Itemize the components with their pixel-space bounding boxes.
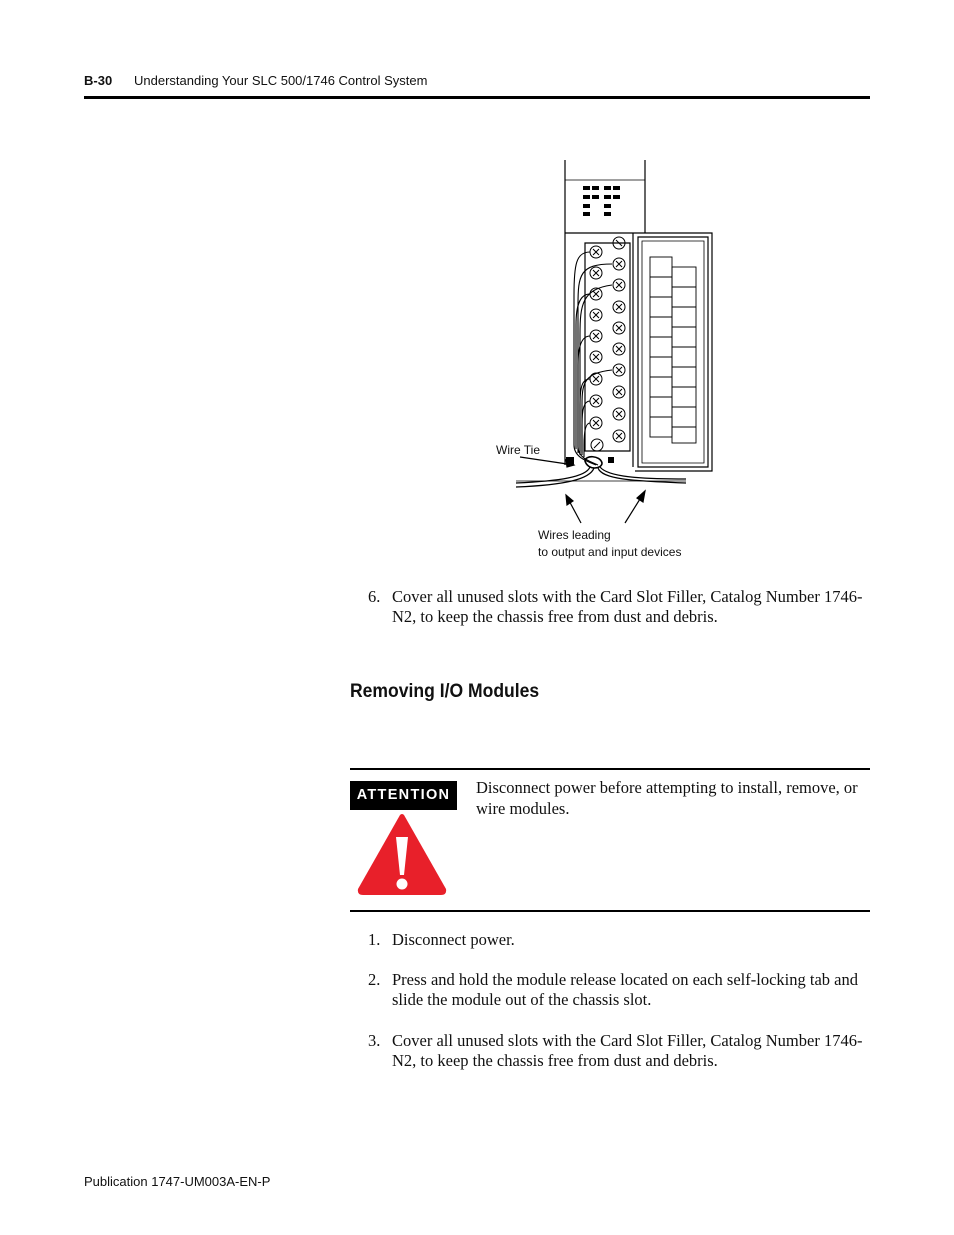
wires-label-line1: Wires leading (538, 528, 611, 542)
page-number: B-30 (84, 73, 113, 88)
pointer-arrows (520, 457, 645, 523)
module-wiring-figure (490, 155, 720, 565)
header-rule (84, 96, 870, 99)
list-item-number: 6. (368, 587, 381, 606)
list-item-number: 1. (368, 930, 381, 949)
wires-label-line2: to output and input devices (538, 545, 682, 559)
terminal-screw-icons (590, 237, 625, 451)
attention-top-rule (350, 768, 870, 770)
running-header-title: Understanding Your SLC 500/1746 Control System (134, 73, 428, 88)
attention-text: Disconnect power before attempting to install, remove, or wire modules. (476, 778, 858, 818)
attention-badge: ATTENTION (350, 781, 457, 810)
list-item-text: Cover all unused slots with the Card Slot Filler, Catalog Number 1746-N2, to keep the chassis free from dust and debris. (392, 1031, 863, 1070)
list-item-text: Cover all unused slots with the Card Slot Filler, Catalog Number 1746-N2, to keep the chassis free from dust and debris. (392, 587, 863, 626)
attention-bottom-rule (350, 910, 870, 912)
warning-icon (356, 813, 448, 897)
list-item-number: 2. (368, 970, 381, 989)
module-wiring-diagram (490, 155, 720, 565)
list-item-number: 3. (368, 1031, 381, 1050)
footer-publication: Publication 1747-UM003A-EN-P (84, 1174, 271, 1189)
wire-tie-icon (585, 457, 602, 468)
led-indicator-icon (583, 186, 620, 216)
wire-tie-label: Wire Tie (496, 443, 541, 457)
section-heading: Removing I/O Modules (350, 680, 540, 702)
list-item-text: Press and hold the module release located on each self-locking tab and slide the module out of the chassis slot. (392, 970, 858, 1009)
list-item-text: Disconnect power. (392, 930, 515, 949)
